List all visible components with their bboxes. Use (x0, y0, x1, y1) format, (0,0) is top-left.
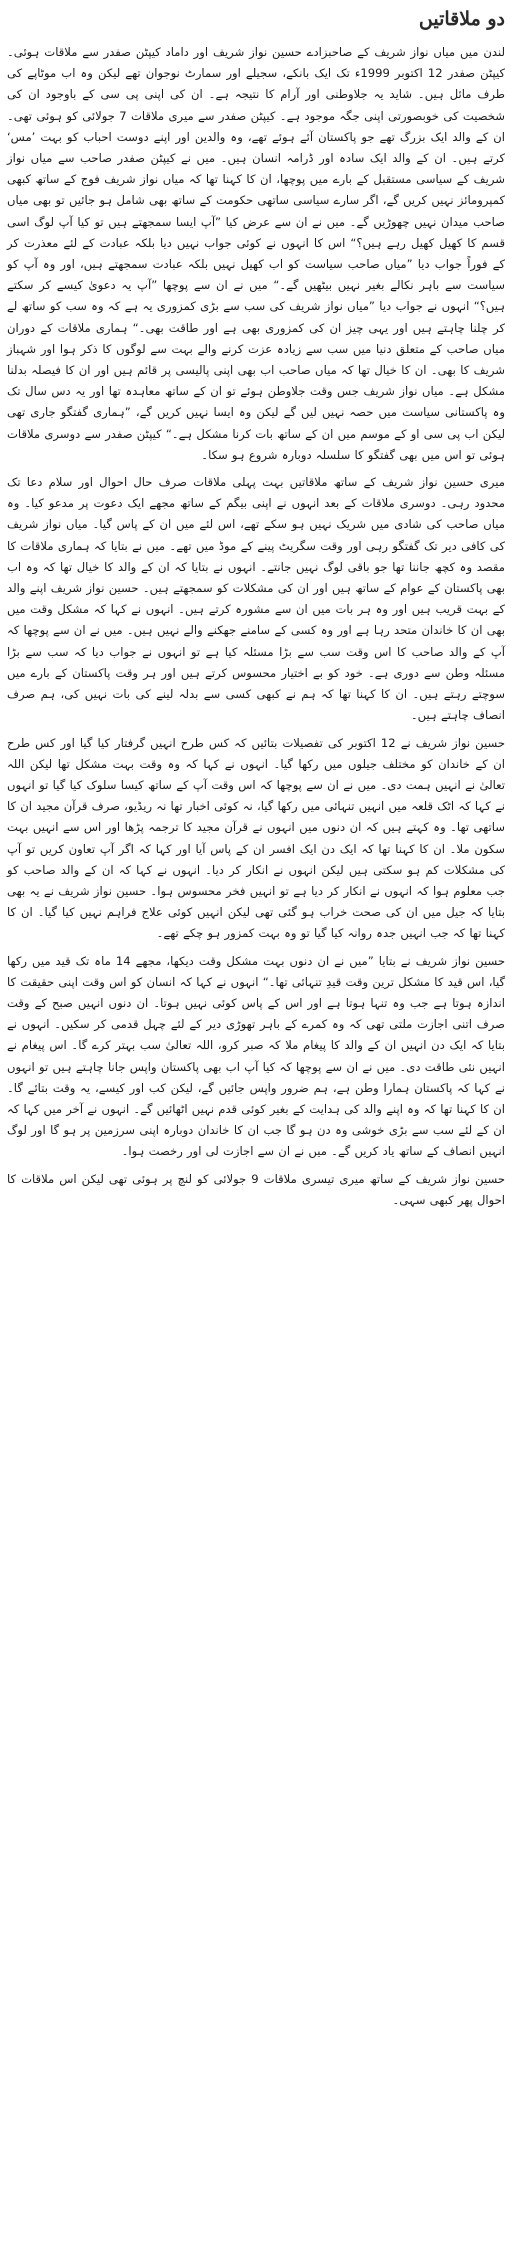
article-paragraph: میری حسین نواز شریف کے ساتھ ملاقاتیں بہت پہلی ملاقات صرف حال احوال اور سلام دعا تک محدود رہی۔ دوسری ملاقات کے بعد انہوں نے اپنی بیگم کے ساتھ مجھے ایک دعوت پر مدعو کیا۔ وہ میاں صاحب کی شادی میں شریک نہیں ہو سکے تھے، اس لئے میں ان کے پاس گیا۔ میاں نواز شریف کی کافی دیر تک گفتگو رہی اور وقت سگریٹ پینے کے موڈ میں تھے۔ میں نے بتایا کہ ہماری ملاقات کا مقصد وہ کچھ جاننا تھا جو باقی لوگ نہیں جانتے۔ انہوں نے بتایا کہ ان کے والد کا خیال تھا کہ وہ اب بھی پاکستان کے عوام کے ساتھ ہیں اور ان کی مشکلات کو سمجھتے ہیں۔ حسین نواز شریف اپنے والد کے بہت قریب ہیں اور وہ ہر بات میں ان سے مشورہ کرتے ہیں۔ انہوں نے کہا کہ مشکل وقت میں بھی ان کا خاندان متحد رہا ہے اور وہ کسی کے سامنے جھکنے والے نہیں ہیں۔ میں نے ان سے پوچھا کہ آپ کے والد صاحب کا اس وقت سب سے بڑا مسئلہ کیا ہے تو انہوں نے جواب دیا کہ سب سے بڑا مسئلہ وطن سے دوری ہے۔ خود کو بے اختیار محسوس کرتے ہیں اور ہر وقت پاکستان کے بارے میں سوچتے رہتے ہیں۔ ان کا کہنا تھا کہ ہم نے کبھی کسی سے بدلہ لینے کی بات نہیں کی، ہم صرف انصاف چاہتے ہیں۔ (7, 475, 505, 723)
article-title: دو ملاقاتیں (418, 8, 505, 30)
article-paragraph: حسین نواز شریف نے بتایا ”میں نے ان دنوں بہت مشکل وقت دیکھا، مجھے 14 ماہ تک قید میں رکھا گیا، اس قید کا مشکل ترین وقت قیدِ تنہائی تھا۔“ انہوں نے کہا کہ انسان کو اس وقت اپنی حقیقت کا اندازہ ہوتا ہے جب وہ تنہا ہوتا ہے اور اس کے پاس کوئی نہیں ہوتا۔ ان دنوں انہیں صبح کے وقت صرف اتنی اجازت ملتی تھی کہ وہ کمرے کے باہر تھوڑی دیر کے لئے چہل قدمی کر سکیں۔ انہوں نے بتایا کہ ایک دن انہیں ان کے والد کا پیغام ملا کہ صبر کرو، اللہ تعالیٰ سب بہتر کرے گا۔ اس پیغام نے انہیں نئی طاقت دی۔ میں نے ان سے پوچھا کہ کیا آپ اب بھی پاکستان واپس جانا چاہتے ہیں تو انہوں نے کہا کہ پاکستان ہمارا وطن ہے، ہم ضرور واپس جائیں گے، لیکن کب اور کیسے، یہ وقت بتائے گا۔ ان کا کہنا تھا کہ وہ اپنے والد کی ہدایت کے بغیر کوئی قدم نہیں اٹھائیں گے۔ انہوں نے آخر میں کہا کہ ان کے لئے سب سے بڑی خوشی وہ دن ہو گا جب ان کا خاندان دوبارہ اپنی سرزمین پر ہو گا اور لوگ انہیں انصاف کے ساتھ یاد کریں گے۔ میں نے ان سے اجازت لی اور رخصت ہوا۔ (7, 953, 505, 1159)
article-body (7, 42, 505, 1211)
article-paragraph: حسین نواز شریف کے ساتھ میری تیسری ملاقات 9 جولائی کو لنچ پر ہوئی تھی لیکن اس ملاقات کا احوال پھر کبھی سہی۔ (7, 1171, 506, 1207)
article-paragraph: لندن میں میاں نواز شریف کے صاحبزادے حسین نواز شریف اور داماد کیپٹن صفدر سے ملاقات ہوئی۔ کیپٹن صفدر 12 اکتوبر 1999ء تک ایک بانکے، سجیلے اور سمارٹ نوجوان تھے لیکن وہ اب موٹاپے کی طرف مائل ہیں۔ شاید یہ جلاوطنی اور آرام کا نتیجہ ہے۔ ان کی اپنی پی سی کے باوجود ان کی شخصیت کی خوبصورتی اپنی جگہ موجود ہے۔ کیپٹن صفدر سے میری ملاقات 7 جولائی کو ہوئی تھی۔ ان کے والد ایک بزرگ تھے جو پاکستان آئے ہوئے تھے، وہ والدین اور اپنے دوست احباب کو بہت ’مس‘ کرتے ہیں۔ ان کے والد ایک سادہ اور ڈرامہ انسان ہیں۔ میں نے کیپٹن صفدر صاحب سے میاں نواز شریف کے سیاسی مستقبل کے بارے میں پوچھا، ان کا کہنا تھا کہ میاں نواز شریف فوج کے ساتھ کبھی کمپرومائز نہیں کریں گے، اگر سارے سیاسی ساتھی حکومت کے ساتھ بھی شامل ہو جائیں تو بھی میاں صاحب میدان نہیں چھوڑیں گے۔ میں نے ان سے عرض کیا ”آپ ایسا سمجھتے ہیں تو کیا آپ لوگ اسی قسم کا کھیل کھیل رہے ہیں؟“ اس کا انہوں نے کوئی جواب نہیں دیا بلکہ عبادت کے لئے معذرت کر کے فوراً جواب دیا ”میاں صاحب سیاست کو اب کھیل نہیں بلکہ عبادت سمجھتے ہیں، اور وہ آپ کو سیاست سے باہر نکالے بغیر نہیں بیٹھیں گے۔“ میں نے ان سے پوچھا ”آپ یہ دعویٰ کیسے کر سکتے ہیں؟“ انہوں نے جواب دیا ”میاں نواز شریف کی سب سے بڑی کمزوری یہ ہے کہ وہ سب کو ساتھ لے کر چلنا چاہتے ہیں اور یہی چیز ان کی کمزوری بھی ہے اور طاقت بھی۔“ ہماری ملاقات کے دوران میاں صاحب کے متعلق دنیا میں سب سے زیادہ عزت کرنے والے بہت سے لوگوں کا ذکر ہوا اور شہباز شریف کا بھی۔ ان کا خیال تھا کہ میاں صاحب اب بھی اپنی پالیسی پر قائم ہیں اور ان کا فیصلہ بدلنا مشکل ہے۔ میاں نواز شریف جس وقت جلاوطن ہوئے تو ان کے ساتھ معاہدہ تھا اور یہ دس سال تک وہ پاکستانی سیاست میں حصہ نہیں لیں گے لیکن وہ ایسا نہیں کریں گے، ”ہماری گفتگو جاری تھی لیکن اب پی سی او کے موسم میں ان کے ساتھ بات کرنا مشکل ہے۔“ کیپٹن صفدر سے دوسری ملاقات ہوئی تو اس میں بھی گفتگو کا سلسلہ دوبارہ شروع ہو سکا۔ (7, 45, 505, 462)
article-paragraph: حسین نواز شریف نے 12 اکتوبر کی تفصیلات بتائیں کہ کس طرح انہیں گرفتار کیا گیا اور کس طرح ان کے خاندان کو مختلف جیلوں میں رکھا گیا۔ انہوں نے کہا کہ وہ وقت بہت مشکل تھا لیکن اللہ تعالیٰ نے انہیں ہمت دی۔ میں نے ان سے پوچھا کہ اس وقت آپ کے ساتھ کیسا سلوک کیا گیا تو انہوں نے کہا کہ اٹک قلعہ میں انہیں تنہائی میں رکھا گیا، نہ کوئی اخبار تھا نہ ریڈیو، صرف قرآن مجید ان کا ساتھی تھا۔ وہ کہتے ہیں کہ ان دنوں میں انہوں نے قرآن مجید کا ترجمہ پڑھا اور اس سے انہیں بہت سکون ملا۔ ان کا کہنا تھا کہ ایک دن ایک افسر ان کے پاس آیا اور کہا کہ اگر آپ تعاون کریں تو آپ کی مشکلات کم ہو سکتی ہیں لیکن انہوں نے انکار کر دیا۔ انہوں نے کہا کہ ان کے والد صاحب کو جب معلوم ہوا کہ انہوں نے انکار کر دیا ہے تو انہیں فخر محسوس ہوا۔ حسین نواز شریف نے یہ بھی بتایا کہ جیل میں ان کی صحت خراب ہو گئی تھی لیکن انہیں کوئی علاج فراہم نہیں کیا گیا۔ ان کا کہنا تھا کہ جب انہیں جدہ روانہ کیا گیا تو وہ بہت کمزور ہو چکے تھے۔ (7, 735, 505, 941)
